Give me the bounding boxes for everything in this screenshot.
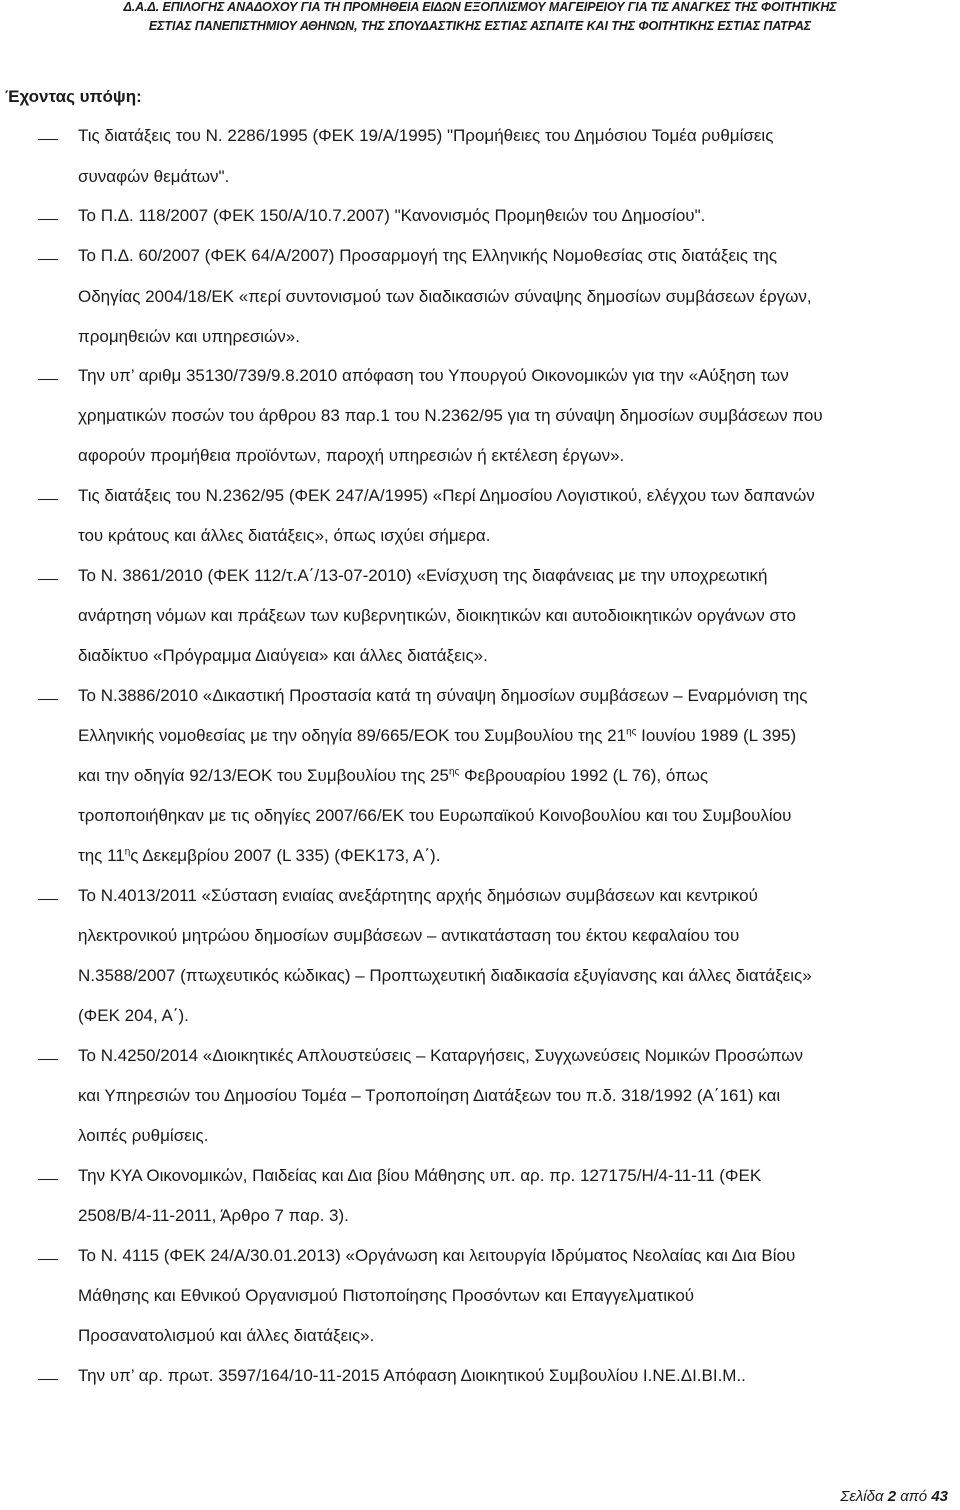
- item-text: Προσανατολισμού και άλλες διατάξεις».: [78, 1326, 375, 1345]
- item-text: Το Ν.3886/2010 «Δικαστική Προστασία κατά τη σύναψη δημοσίων συμβάσεων – Εναρμόνιση της: [78, 686, 808, 705]
- dash-bullet-icon: [38, 1379, 58, 1380]
- item-text: Το Ν.4250/2014 «Διοικητικές Απλουστεύσεις – Καταργήσεις, Συγχωνεύσεις Νομικών Προσώπων: [78, 1046, 804, 1065]
- item-text: Το Ν. 3861/2010 (ΦΕΚ 112/τ.Α΄/13-07-2010) «Ενίσχυση της διαφάνειας με την υποχρεωτική: [78, 566, 768, 585]
- header-line-1: Δ.Α.Δ. ΕΠΙΛΟΓΗΣ ΑΝΑΔΟΧΟΥ ΓΙΑ ΤΗ ΠΡΟΜΗΘΕΙΑ ΕΙΔΩΝ ΕΞΟΠΛΙΣΜΟΥ ΜΑΓΕΙΡΕΙΟΥ ΓΙΑ ΤΙΣ ΑΝΑΓΚΕΣ ΤΗΣ ΦΟΙΤΗΤΙΚΗΣ: [123, 0, 837, 14]
- item-text: Ελληνικής νομοθεσίας με την οδηγία 89/665/ΕΟΚ του Συμβουλίου της $21^{\eta\varsigma}$ Ιουνίου 1989 (L 395): [78, 726, 797, 745]
- item-text: 2508/Β/4-11-2011, Άρθρο 7 παρ. 3).: [78, 1206, 349, 1225]
- total-pages: 43: [931, 1488, 948, 1505]
- page-number-prefix: Σελίδα: [840, 1488, 888, 1505]
- item-text: Τις διατάξεις του Ν. 2286/1995 (ΦΕΚ 19/Α/1995) "Προμήθειες του Δημόσιου Τομέα ρυθμίσεις: [78, 126, 774, 145]
- item-text: ανάρτηση νόμων και πράξεων των κυβερνητικών, διοικητικών και αυτοδιοικητικών οργάνων στο: [78, 606, 796, 625]
- item-text: Την ΚΥΑ Οικονομικών, Παιδείας και Δια βίου Μάθησης υπ. αρ. πρ. 127175/Η/4-11-11 (ΦΕΚ: [78, 1166, 762, 1185]
- item-text: προμηθειών και υπηρεσιών».: [78, 327, 300, 346]
- dash-bullet-icon: [38, 259, 58, 260]
- dash-bullet-icon: [38, 379, 58, 380]
- dash-bullet-icon: [38, 139, 58, 140]
- item-text: Το Ν. 4115 (ΦΕΚ 24/Α/30.01.2013) «Οργάνωση και λειτουργία Ιδρύματος Νεολαίας και Δια Βίου: [78, 1246, 796, 1265]
- header-line-2: ΕΣΤΙΑΣ ΠΑΝΕΠΙΣΤΗΜΙΟΥ ΑΘΗΝΩΝ, ΤΗΣ ΣΠΟΥΔΑΣΤΙΚΗΣ ΕΣΤΙΑΣ ΑΣΠΑΙΤΕ ΚΑΙ ΤΗΣ ΦΟΙΤΗΤΙΚΗΣ ΕΣΤΙΑΣ ΠΑΤΡΑΣ: [148, 19, 812, 33]
- item-text: Το Π.Δ. 118/2007 (ΦΕΚ 150/Α/10.7.2007) "Κανονισμός Προμηθειών του Δημοσίου".: [78, 206, 706, 225]
- item-text: τροποποιήθηκαν με τις οδηγίες 2007/66/ΕΚ του Ευρωπαϊκού Κοινοβουλίου και του Συμβουλίου: [78, 806, 792, 825]
- item-text: Ν.3588/2007 (πτωχευτικός κώδικας) – Προπτωχευτική διαδικασία εξυγίανσης και άλλες διατάξεις»: [78, 966, 812, 985]
- section-heading: Έχοντας υπόψη:: [5, 87, 142, 106]
- item-text: του κράτους και άλλες διατάξεις», όπως ισχύει σήμερα.: [78, 526, 491, 545]
- item-text: λοιπές ρυθμίσεις.: [78, 1126, 209, 1145]
- item-text: και Υπηρεσιών του Δημοσίου Τομέα – Τροποποίηση Διατάξεων του π.δ. 318/1992 (Α΄161) και: [78, 1086, 781, 1105]
- item-text: Το Π.Δ. 60/2007 (ΦΕΚ 64/Α/2007) Προσαρμογή της Ελληνικής Νομοθεσίας στις διατάξεις της: [78, 246, 778, 265]
- page-number-separator: από: [896, 1488, 932, 1505]
- dash-bullet-icon: [38, 1259, 58, 1260]
- item-text: (ΦΕΚ 204, Α΄).: [78, 1006, 189, 1025]
- item-text: και την οδηγία 92/13/ΕΟΚ του Συμβουλίου της $25^{\eta\varsigma}$ Φεβρουαρίου 1992 (L 76), όπως: [78, 766, 709, 785]
- item-text: διαδίκτυο «Πρόγραμμα Διαύγεια» και άλλες διατάξεις».: [78, 646, 488, 665]
- item-text: συναφών θεμάτων".: [78, 167, 230, 186]
- item-text: Την υπ’ αριθμ 35130/739/9.8.2010 απόφαση του Υπουργού Οικονομικών για την «Αύξηση των: [78, 366, 789, 385]
- dash-bullet-icon: [38, 899, 58, 900]
- dash-bullet-icon: [38, 499, 58, 500]
- dash-bullet-icon: [38, 1059, 58, 1060]
- page-number: [840, 1488, 948, 1506]
- item-text: αφορούν προμήθεια προϊόντων, παροχή υπηρεσιών ή εκτέλεση έργων».: [78, 446, 625, 465]
- dash-bullet-icon: [38, 579, 58, 580]
- dash-bullet-icon: [38, 219, 58, 220]
- item-text: Την υπ’ αρ. πρωτ. 3597/164/10-11-2015 Απόφαση Διοικητικού Συμβουλίου Ι.ΝΕ.ΔΙ.ΒΙ.Μ..: [78, 1366, 746, 1385]
- item-text: Τις διατάξεις του Ν.2362/95 (ΦΕΚ 247/Α/1995) «Περί Δημοσίου Λογιστικού, ελέγχου των δαπανών: [78, 486, 815, 505]
- item-text: Οδηγίας 2004/18/ΕΚ «περί συντονισμού των διαδικασιών σύναψης δημοσίων συμβάσεων έργων,: [78, 287, 812, 306]
- item-text: Το Ν.4013/2011 «Σύσταση ενιαίας ανεξάρτητης αρχής δημόσιων συμβάσεων και κεντρικού: [78, 886, 758, 905]
- current-page: 2: [887, 1488, 897, 1505]
- dash-bullet-icon: [38, 1179, 58, 1180]
- dash-bullet-icon: [38, 699, 58, 700]
- item-text: χρηματικών ποσών του άρθρου 83 παρ.1 του Ν.2362/95 για τη σύναψη δημοσίων συμβάσεων που: [78, 406, 823, 425]
- item-text: Μάθησης και Εθνικού Οργανισμού Πιστοποίησης Προσόντων και Επαγγελματικού: [78, 1286, 695, 1305]
- item-text: ηλεκτρονικού μητρώου δημοσίων συμβάσεων – αντικατάσταση του έκτου κεφαλαίου του: [78, 926, 740, 945]
- item-text: της $11^\eta\varsigma$ Δεκεμβρίου 2007 (L 335) (ΦΕΚ173, Α΄).: [78, 846, 441, 865]
